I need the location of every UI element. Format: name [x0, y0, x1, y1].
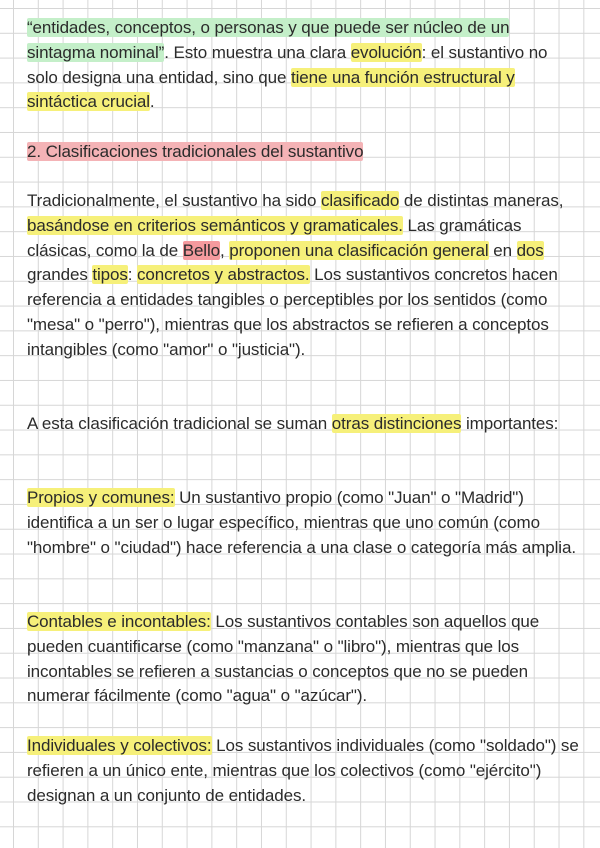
highlight-propios-comunes: Propios y comunes: — [27, 488, 175, 507]
paragraph-individuales-colectivos — [27, 734, 582, 808]
highlight-tipos: tipos — [92, 265, 128, 285]
highlight-criterios: basándose en criterios semánticos y gramaticales. — [27, 215, 403, 235]
highlight-concretos-abstractos: concretos y abstractos. — [137, 265, 310, 285]
text-span: en — [488, 240, 517, 260]
text-span: Tradicionalmente, el sustantivo ha sido — [27, 191, 321, 210]
paragraph-otras-distinciones — [27, 412, 582, 437]
text-span: importantes: — [461, 414, 559, 433]
paragraph-contables-incontables — [27, 610, 582, 709]
section-heading — [27, 140, 582, 165]
highlight-evolucion: evolución — [350, 42, 422, 62]
highlight-clasificado: clasificado — [320, 191, 400, 210]
paragraph-propios-comunes — [27, 486, 582, 560]
heading-highlight: 2. Clasificaciones tradicionales del sustantivo — [27, 142, 364, 161]
text-span: grandes — [27, 265, 93, 285]
text-span: Un sustantivo propio (como "Juan" o "Madrid") identifica a un ser o lugar específico, mientras que uno común (como "hombre" o "ciudad") hace referencia a una clase o categoría más amplia. — [27, 488, 576, 557]
highlight-quote: “entidades, conceptos, o personas y que puede ser núcleo de un sintagma nominal” — [27, 18, 510, 62]
text-span: de distintas maneras, — [399, 191, 564, 210]
highlight-dos: dos — [516, 240, 544, 260]
highlight-funcion-estructural: tiene una función estructural y sintáctica crucial — [27, 67, 515, 112]
highlight-bello: Bello — [182, 240, 221, 260]
highlight-otras-distinciones: otras distinciones — [331, 414, 462, 433]
highlight-individuales-colectivos: Individuales y colectivos: — [27, 736, 212, 755]
paragraph-intro-continuation — [27, 16, 582, 115]
text-span: A esta clasificación tradicional se suman — [27, 414, 332, 433]
text-span: Las gramáticas clásicas, como la de — [27, 215, 522, 260]
text-span: . Esto muestra una clara — [164, 42, 351, 62]
paragraph-clasificacion-tradicional — [27, 189, 582, 363]
text-span: : — [127, 265, 138, 285]
highlight-clasificacion-general: proponen una clasificación general — [229, 240, 489, 260]
text-span: Los sustantivos concretos hacen referencia a entidades tangibles o perceptibles por los sentidos (como "mesa" o "perro"), mientras que los abstractos se refieren a conceptos intangibles (como "amor" o "justicia"). — [27, 265, 558, 359]
text-span: Los sustantivos contables son aquellos que pueden cuantificarse (como "manzana" o "libro"), mientras que los incontables se refieren a sustancias o conceptos que no se pueden numerar fácilmente (como "agua" o "azúcar"). — [27, 612, 540, 706]
text-span: : el sustantivo no solo designa una entidad, sino que — [27, 42, 548, 87]
highlight-contables-incontables: Contables e incontables: — [27, 612, 211, 631]
text-span: Los sustantivos individuales (como "soldado") se refieren a un único ente, mientras que los colectivos (como "ejército") designan a un conjunto de entidades. — [27, 736, 579, 805]
text-span: . — [149, 92, 155, 112]
text-span: , — [220, 240, 230, 260]
